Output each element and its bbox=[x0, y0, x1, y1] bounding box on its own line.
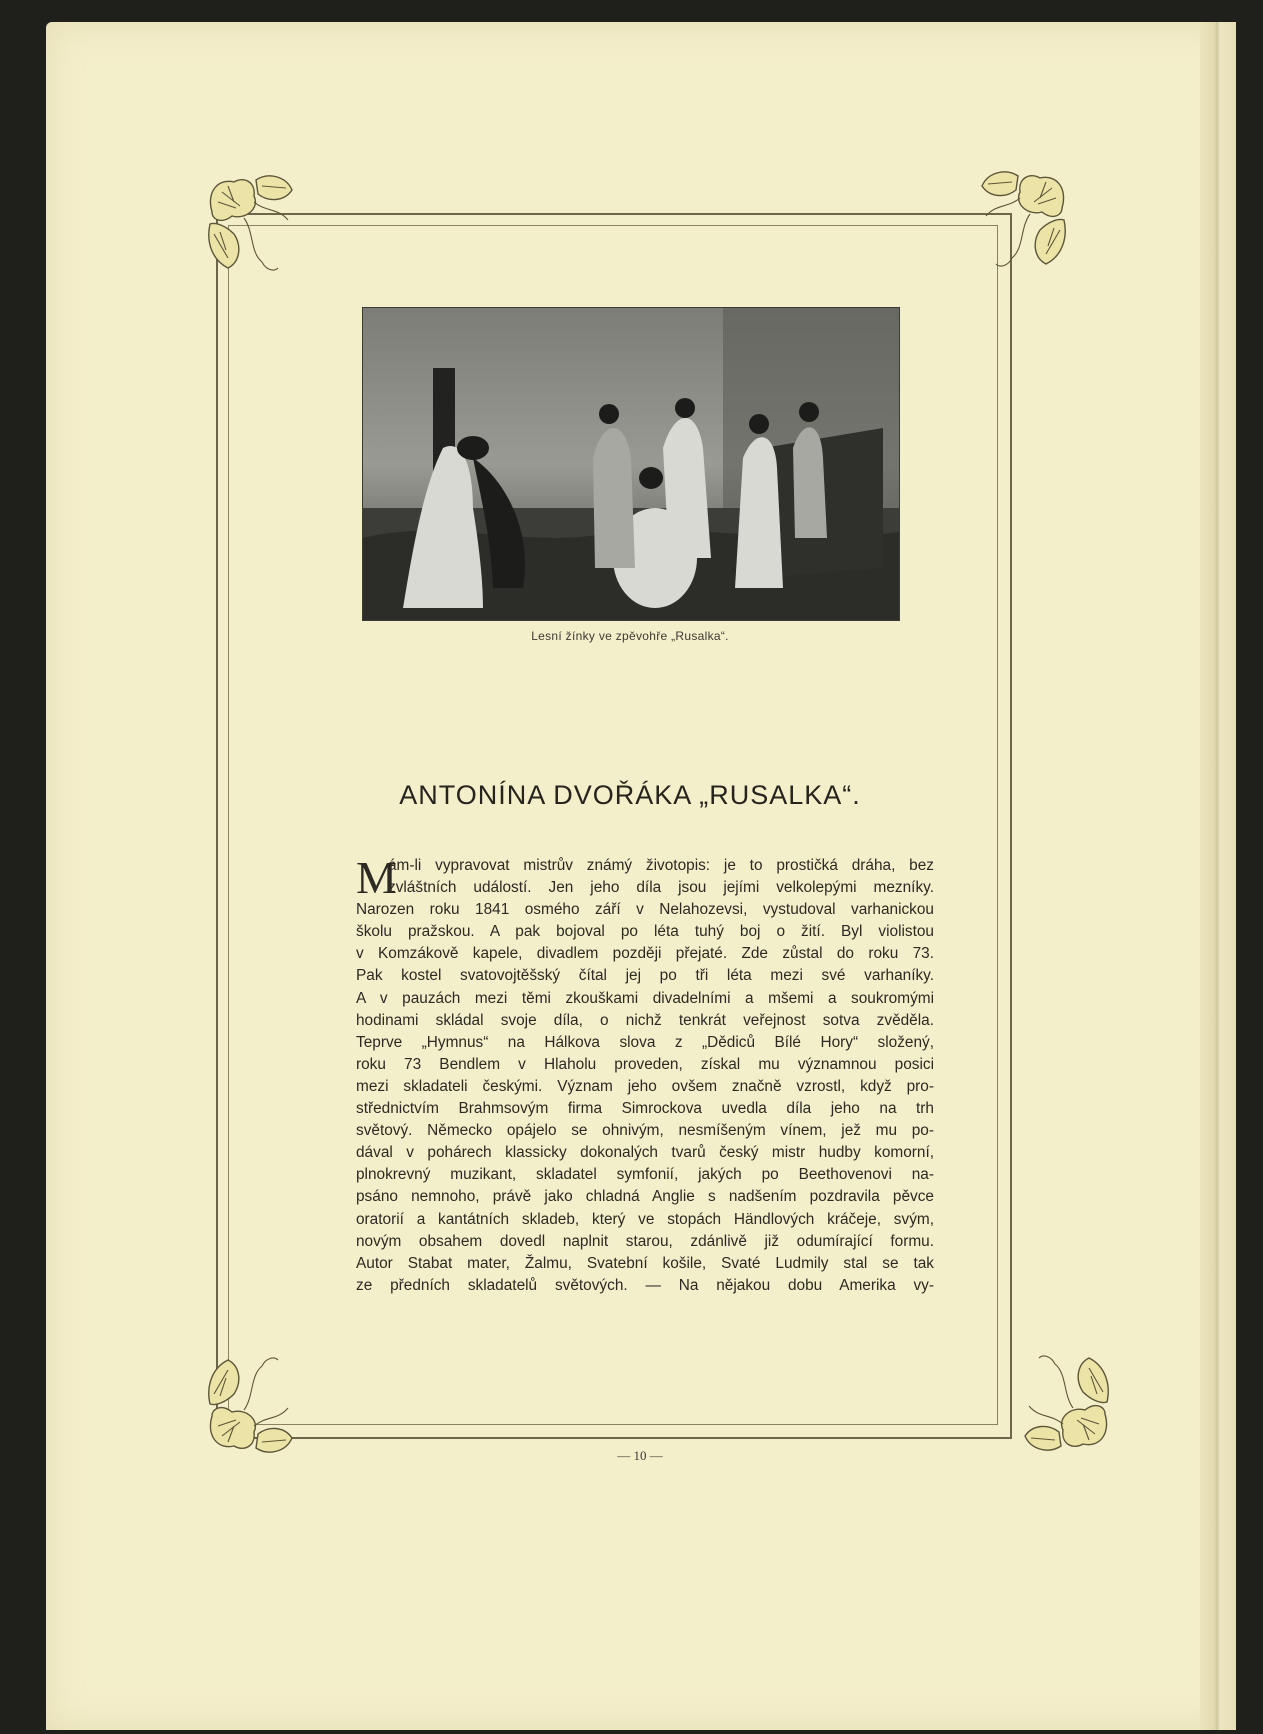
leaf-ornament-icon bbox=[204, 1346, 314, 1456]
body-line: v Komzákově kapele, divadlem později přejaté. Zde zůstal do roku 73. bbox=[356, 945, 934, 963]
opera-photograph bbox=[362, 307, 900, 621]
body-line: hodinami skládal svoje díla, o nichž tenkrát veřejnost sotva zvěděla. bbox=[356, 1011, 934, 1029]
body-line: dával v pohárech klassicky dokonalých tvarů český mistr hudby komorní, bbox=[356, 1144, 934, 1162]
body-line: novým obsahem dovedl naplnit starou, zdánlivě již odumírající formu. bbox=[356, 1232, 934, 1250]
body-line: ám-li vypravovat mistrův známý životopis: je to prostičká dráha, bez bbox=[388, 857, 934, 874]
leaf-ornament-icon bbox=[204, 172, 314, 282]
leaf-ornament-icon bbox=[1003, 1344, 1113, 1454]
body-line: roku 73 Bendlem v Hlaholu proveden, získal mu významnou posici bbox=[356, 1055, 934, 1073]
body-line: plnokrevný muzikant, skladatel symfonií, jakých po Beethovenovi na- bbox=[356, 1166, 934, 1184]
body-line: mezi skladateli českými. Význam jeho ovšem značně vzrostl, když pro- bbox=[356, 1077, 934, 1095]
article-body bbox=[356, 852, 934, 1297]
page-binding-edge bbox=[1200, 22, 1236, 1730]
leaf-ornament-icon bbox=[960, 168, 1070, 278]
body-line: psáno nemnoho, právě jako chladná Anglie s nadšením pozdravila pěvce bbox=[356, 1188, 934, 1206]
body-line: světový. Německo opájelo se ohnivým, nesmíšeným vínem, jež mu po- bbox=[356, 1122, 934, 1140]
body-line: Teprve „Hymnus“ na Hálkova slova z „Dědiců Bílé Hory“ složený, bbox=[356, 1033, 934, 1051]
body-line: zvláštních událostí. Jen jeho díla jsou jejími velkolepými mezníky. bbox=[388, 879, 934, 897]
drop-cap: M bbox=[356, 852, 397, 903]
photo-caption: Lesní žínky ve zpěvohře „Rusalka“. bbox=[531, 629, 729, 643]
page-number: — 10 — bbox=[617, 1448, 663, 1463]
article-title: ANTONÍNA DVOŘÁKA „RUSALKA“. bbox=[399, 780, 861, 810]
body-line: oratorií a kantátních skladeb, který ve stopách Händlových kráčeje, svým, bbox=[356, 1210, 934, 1228]
body-line: ze předních skladatelů světových. — Na nějakou dobu Amerika vy- bbox=[356, 1276, 934, 1294]
body-line: Narozen roku 1841 osmého září v Nelahozevsi, vystudoval varhanickou bbox=[356, 901, 934, 919]
body-line: Autor Stabat mater, Žalmu, Svatební košile, Svaté Ludmily stal se tak bbox=[356, 1254, 934, 1272]
body-line: A v pauzách mezi těmi zkouškami divadelními a mšemi a soukromými bbox=[356, 989, 934, 1007]
body-line: Pak kostel svatovojtěšský čítal jej po tři léta mezi své varhaníky. bbox=[356, 967, 934, 985]
body-line: školu pražskou. A pak bojoval po léta tuhý boj o žití. Byl violistou bbox=[356, 923, 934, 941]
body-line: střednictvím Brahmsovým firma Simrockova uvedla díla jeho na trh bbox=[356, 1100, 934, 1118]
